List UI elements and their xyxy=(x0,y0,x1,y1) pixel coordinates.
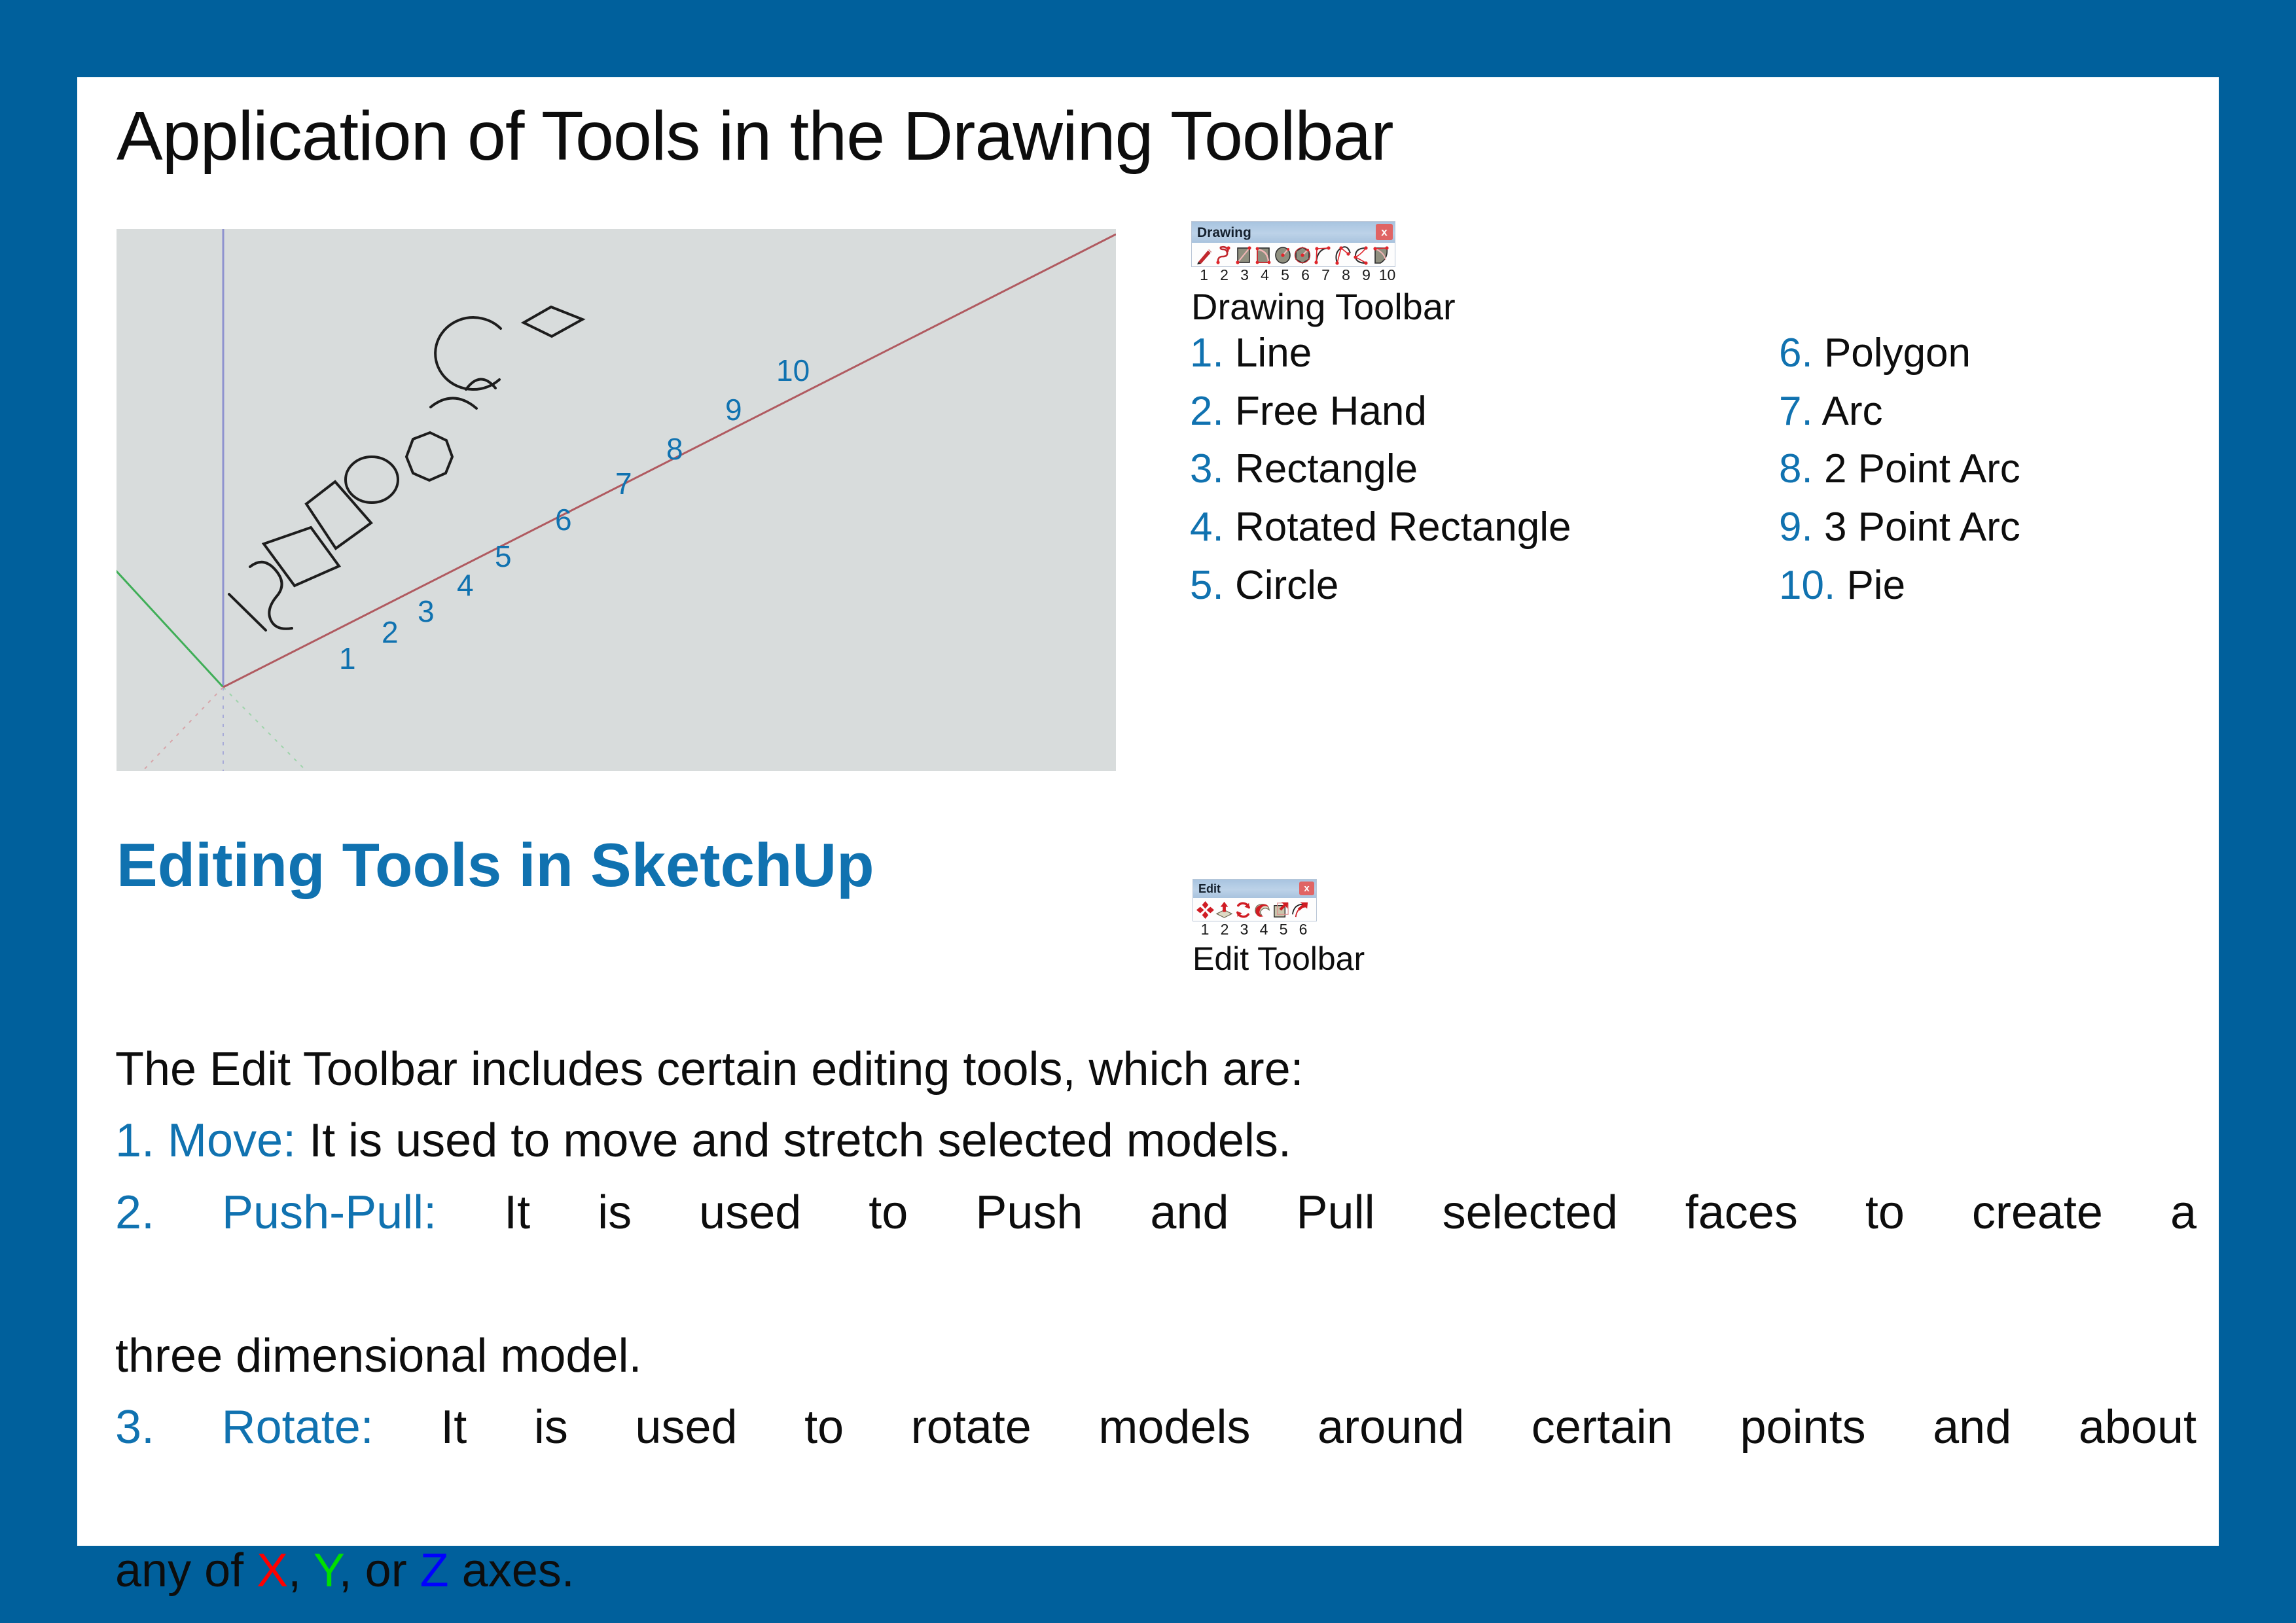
viewport-canvas xyxy=(117,229,1116,771)
drawing-toolbar-title: Drawing xyxy=(1197,224,1251,240)
rotated-rectangle-icon[interactable] xyxy=(1253,245,1273,265)
body-item-2-label: 2. Push-Pull: xyxy=(115,1186,437,1239)
axis-z-label: Z xyxy=(420,1544,449,1597)
drawing-tools-left-column xyxy=(1190,325,1779,615)
body-item-3-text: It is used to rotate models around certain points and about xyxy=(373,1401,2197,1454)
tool-list-item xyxy=(1190,499,1779,557)
drawing-tools-list xyxy=(1190,325,2172,615)
drawing-toolbar-number-9: 9 xyxy=(1362,266,1371,283)
move-icon[interactable] xyxy=(1196,901,1215,919)
tool-list-item xyxy=(1779,325,2172,383)
three-point-arc-icon[interactable] xyxy=(1352,245,1371,265)
polygon-icon[interactable] xyxy=(1293,245,1312,265)
axes-prefix: any of xyxy=(115,1544,257,1597)
drawing-toolbar-number-7: 7 xyxy=(1321,266,1330,283)
edit-toolbar-number-4: 4 xyxy=(1259,921,1268,938)
axes-suffix: axes. xyxy=(448,1544,575,1597)
viewport-label-6: 6 xyxy=(555,503,572,537)
body-item-2 xyxy=(115,1177,2197,1321)
drawing-toolbar-caption: Drawing Toolbar xyxy=(1191,286,1456,328)
drawing-toolbar-number-4: 4 xyxy=(1261,266,1269,283)
tool-number: 5. xyxy=(1190,562,1224,608)
viewport-label-3: 3 xyxy=(418,594,435,628)
edit-toolbar-number-1: 1 xyxy=(1200,921,1210,938)
edit-toolbar-number-6: 6 xyxy=(1299,921,1308,938)
drawing-toolbar-number-6: 6 xyxy=(1301,266,1310,283)
body-intro-line: The Edit Toolbar includes certain editing tools, which are: xyxy=(115,1043,1304,1096)
tool-number: 9. xyxy=(1779,504,1813,550)
tool-label: Arc xyxy=(1821,388,1883,434)
tool-number: 7. xyxy=(1779,388,1813,434)
drawing-tools-right-column xyxy=(1779,325,2172,615)
drawing-toolbar-number-row xyxy=(1191,267,1456,283)
close-icon[interactable]: x xyxy=(1299,882,1314,895)
axis-x-label: X xyxy=(257,1544,289,1597)
body-item-3-continued xyxy=(115,1535,2197,1607)
tool-label: Polygon xyxy=(1823,330,1971,376)
tool-label: Circle xyxy=(1234,562,1339,608)
axis-y-label: Y xyxy=(313,1544,339,1597)
edit-toolbar-icon-row xyxy=(1193,898,1316,921)
pie-icon[interactable] xyxy=(1371,245,1391,265)
drawing-toolbar-number-1: 1 xyxy=(1200,266,1208,283)
tool-label: 3 Point Arc xyxy=(1823,504,2020,550)
viewport-label-1: 1 xyxy=(339,641,356,675)
tool-list-item xyxy=(1779,557,2172,615)
viewport-label-10: 10 xyxy=(776,353,810,387)
tool-number: 10. xyxy=(1779,562,1836,608)
tool-label: Pie xyxy=(1846,562,1906,608)
follow-me-icon[interactable] xyxy=(1253,901,1272,919)
tool-number: 3. xyxy=(1190,446,1224,492)
drawing-toolbar-number-5: 5 xyxy=(1281,266,1289,283)
drawing-toolbar-number-8: 8 xyxy=(1342,266,1350,283)
drawing-toolbar-number-2: 2 xyxy=(1220,266,1229,283)
tool-list-item xyxy=(1779,440,2172,499)
tool-list-item xyxy=(1190,325,1779,383)
edit-toolbar-window[interactable] xyxy=(1193,879,1317,921)
viewport-label-4: 4 xyxy=(457,568,474,602)
drawing-toolbar-widget xyxy=(1191,221,1456,328)
tool-number: 4. xyxy=(1190,504,1224,550)
edit-toolbar-widget xyxy=(1193,879,1365,978)
axis-separator-2: , or xyxy=(338,1544,420,1597)
body-item-3-label: 3. Rotate: xyxy=(115,1401,374,1454)
tool-list-item xyxy=(1190,440,1779,499)
body-item-1 xyxy=(115,1105,2197,1177)
rotate-icon[interactable] xyxy=(1234,901,1253,919)
edit-toolbar-number-3: 3 xyxy=(1240,921,1249,938)
edit-toolbar-number-5: 5 xyxy=(1279,921,1288,938)
tool-label: Rectangle xyxy=(1234,446,1418,492)
drawing-toolbar-window[interactable] xyxy=(1191,221,1395,267)
edit-toolbar-caption: Edit Toolbar xyxy=(1193,940,1365,978)
tool-label: 2 Point Arc xyxy=(1823,446,2020,492)
page-title: Application of Tools in the Drawing Toolbar xyxy=(117,98,1393,175)
body-item-3 xyxy=(115,1392,2197,1535)
pencil-line-icon[interactable] xyxy=(1194,245,1214,265)
tool-label: Line xyxy=(1234,330,1312,376)
drawing-toolbar-number-3: 3 xyxy=(1240,266,1249,283)
tool-number: 6. xyxy=(1779,330,1813,376)
body-item-2-continued: three dimensional model. xyxy=(115,1329,642,1382)
tool-list-item xyxy=(1779,499,2172,557)
viewport-label-9: 9 xyxy=(725,393,742,427)
edit-toolbar-number-2: 2 xyxy=(1220,921,1229,938)
viewport-label-8: 8 xyxy=(666,432,683,466)
tool-list-item xyxy=(1779,383,2172,441)
tool-list-item xyxy=(1190,557,1779,615)
slide-panel xyxy=(77,77,2219,1597)
freehand-squiggle-icon[interactable] xyxy=(1214,245,1234,265)
body-item-2-text: It is used to Push and Pull selected faces to create a xyxy=(437,1186,2197,1239)
edit-toolbar-titlebar[interactable] xyxy=(1193,880,1316,898)
axis-separator-1: , xyxy=(288,1544,314,1597)
section-heading: Editing Tools in SketchUp xyxy=(117,830,874,899)
sketchup-viewport xyxy=(117,229,1116,771)
tool-number: 1. xyxy=(1190,330,1224,376)
circle-icon[interactable] xyxy=(1273,245,1293,265)
edit-toolbar-title: Edit xyxy=(1198,882,1221,895)
tool-label: Free Hand xyxy=(1234,388,1427,434)
viewport-label-7: 7 xyxy=(615,467,632,501)
edit-toolbar-number-row xyxy=(1193,921,1365,937)
viewport-label-2: 2 xyxy=(382,615,399,649)
tool-label: Rotated Rectangle xyxy=(1234,504,1571,550)
two-point-arc-icon[interactable] xyxy=(1332,245,1352,265)
close-icon[interactable]: x xyxy=(1376,224,1393,240)
scale-icon[interactable] xyxy=(1272,901,1291,919)
body-item-1-label: 1. Move: xyxy=(115,1115,296,1168)
offset-icon[interactable] xyxy=(1291,901,1310,919)
drawing-toolbar-icon-row xyxy=(1192,243,1395,266)
arc-icon[interactable] xyxy=(1312,245,1332,265)
tool-list-item xyxy=(1190,383,1779,441)
push-pull-icon[interactable] xyxy=(1215,901,1234,919)
body-item-1-text: It is used to move and stretch selected models. xyxy=(296,1115,1291,1168)
viewport-label-5: 5 xyxy=(495,539,512,573)
tool-number: 2. xyxy=(1190,388,1224,434)
drawing-toolbar-number-10: 10 xyxy=(1378,266,1396,283)
tool-number: 8. xyxy=(1779,446,1813,492)
body-paragraph xyxy=(115,1034,2197,1607)
drawing-toolbar-titlebar[interactable] xyxy=(1192,222,1395,243)
rectangle-icon[interactable] xyxy=(1234,245,1253,265)
